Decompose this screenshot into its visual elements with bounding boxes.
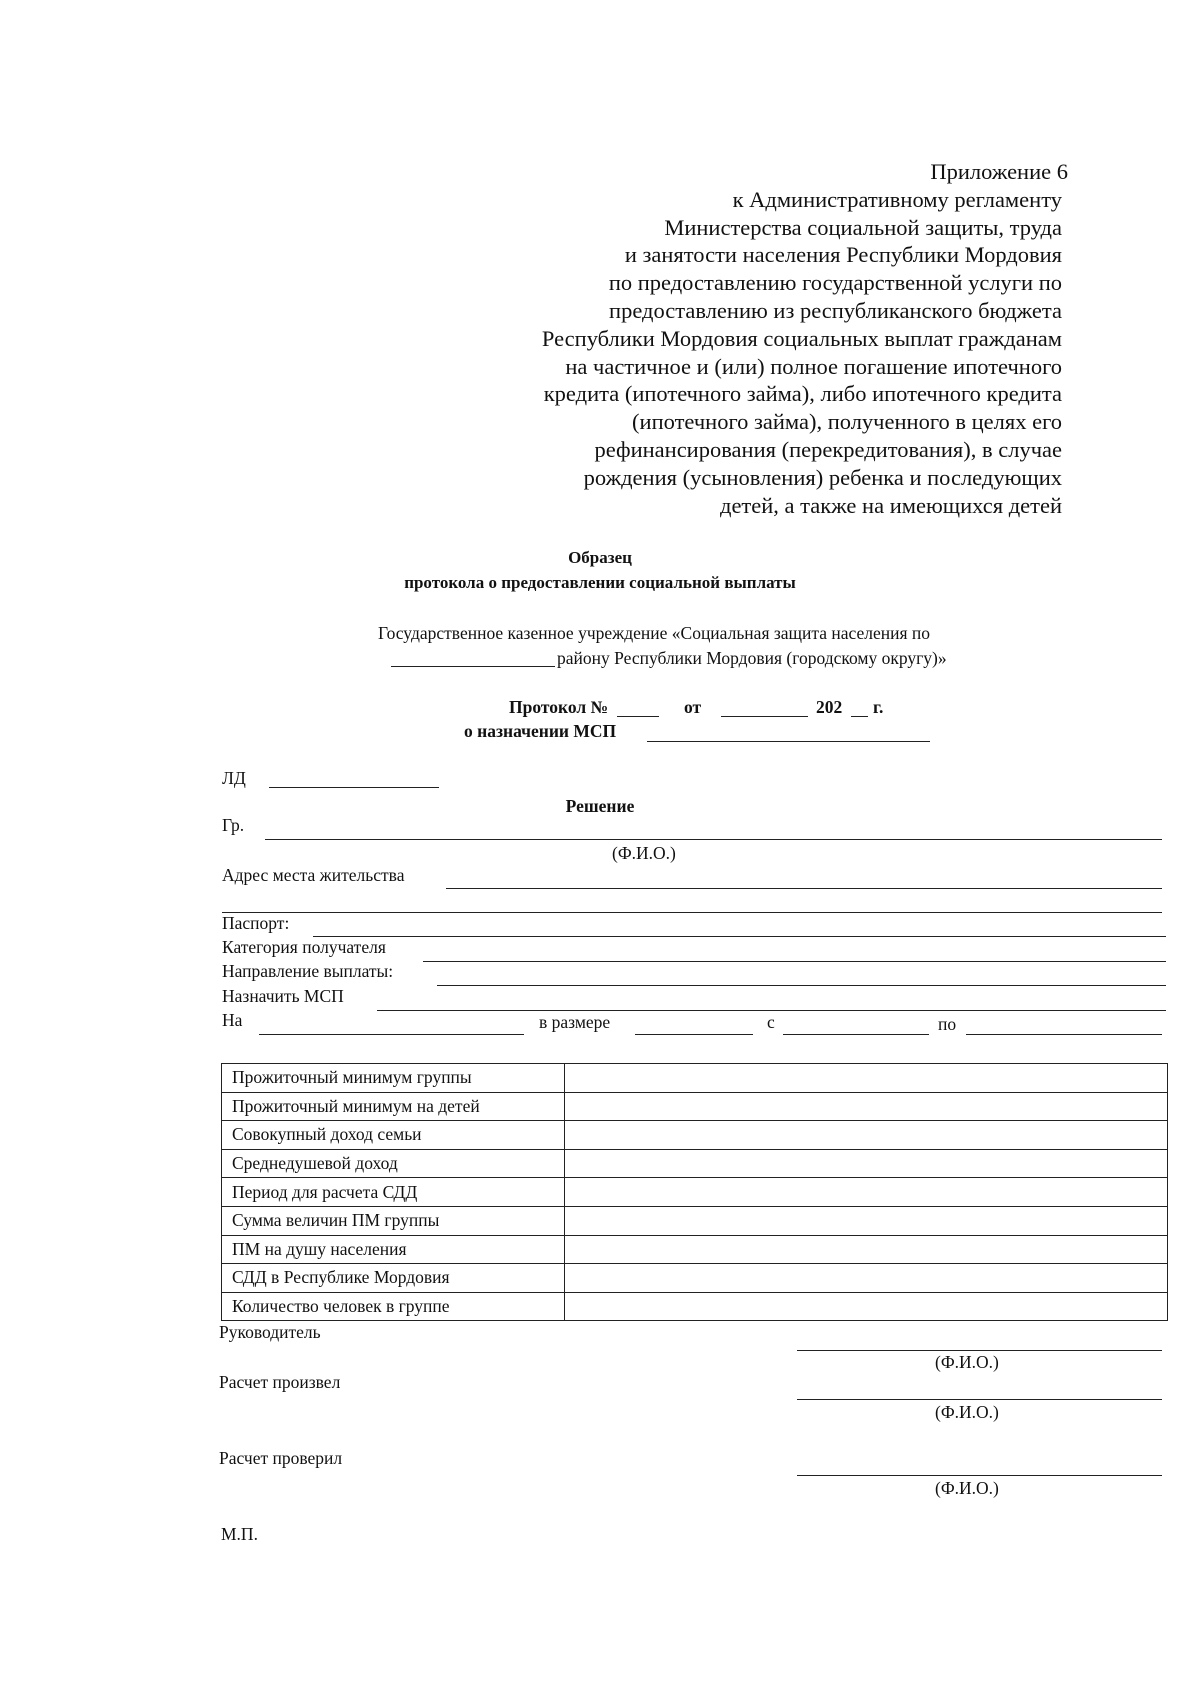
table-row-value[interactable]: [565, 1092, 1168, 1121]
amount-blank[interactable]: [635, 1034, 753, 1035]
table-row: [222, 1092, 1168, 1121]
passport-label: Паспорт:: [222, 913, 290, 933]
header-line: Приложение 6: [930, 159, 1068, 184]
organization-line1: Государственное казенное учреждение «Социальная защита населения по: [378, 623, 931, 643]
calculated-signature-line[interactable]: [797, 1399, 1162, 1400]
header-line: Министерства социальной защиты, труда: [664, 214, 1062, 240]
document-subtitle: протокола о предоставлении социальной выплаты: [404, 573, 796, 592]
table-row-label: Период для расчета СДД: [222, 1178, 565, 1207]
table-row-label: Совокупный доход семьи: [222, 1121, 565, 1150]
to-blank[interactable]: [966, 1034, 1162, 1035]
table-row-label: СДД в Республике Мордовия: [222, 1264, 565, 1293]
head-fio-caption: (Ф.И.О.): [935, 1352, 999, 1372]
protocol-year-suffix: г.: [873, 697, 884, 717]
assign-label: Назначить МСП: [222, 986, 344, 1006]
table-row-label: Прожиточный минимум на детей: [222, 1092, 565, 1121]
appendix-header: [442, 158, 1068, 519]
table-row-value[interactable]: [565, 1064, 1168, 1093]
table-row: [222, 1264, 1168, 1293]
table-row: [222, 1292, 1168, 1321]
passport-blank[interactable]: [313, 936, 1166, 937]
table-row-value[interactable]: [565, 1121, 1168, 1150]
address-label: Адрес места жительства: [222, 865, 405, 885]
direction-blank[interactable]: [437, 985, 1166, 986]
checked-label: Расчет проверил: [219, 1448, 343, 1468]
district-blank[interactable]: [391, 666, 555, 667]
on-label: На: [222, 1010, 243, 1030]
table-row-value[interactable]: [565, 1178, 1168, 1207]
header-line: предоставлению из республиканского бюджета: [609, 297, 1062, 323]
header-line: рождения (усыновления) ребенка и последующих: [583, 464, 1062, 490]
ld-blank[interactable]: [269, 787, 439, 788]
header-line: детей, а также на имеющихся детей: [720, 492, 1062, 518]
header-line: и занятости населения Республики Мордовия: [624, 242, 1062, 268]
protocol-year: 202: [816, 697, 843, 717]
category-label: Категория получателя: [222, 937, 386, 957]
header-line: по предоставлению государственной услуги по: [608, 270, 1062, 296]
table-row-value[interactable]: [565, 1292, 1168, 1321]
header-line: (ипотечного займа), полученного в целях его: [632, 409, 1062, 435]
organization-line2: району Республики Мордовия (городскому округу)»: [557, 648, 947, 668]
calculated-fio-caption: (Ф.И.О.): [935, 1402, 999, 1422]
head-signature-line[interactable]: [797, 1350, 1162, 1351]
protocol-date-blank[interactable]: [721, 716, 808, 717]
direction-label: Направление выплаты:: [222, 961, 394, 981]
protocol-from: от: [684, 697, 702, 717]
to-label: по: [938, 1014, 957, 1034]
table-row-value[interactable]: [565, 1149, 1168, 1178]
document-title: Образец: [568, 548, 632, 567]
table-row-label: Сумма величин ПМ группы: [222, 1206, 565, 1235]
table-row-value[interactable]: [565, 1264, 1168, 1293]
address-blank-2[interactable]: [222, 912, 1162, 913]
ld-label: ЛД: [222, 768, 246, 788]
protocol-subject: о назначении МСП: [464, 721, 617, 741]
table-row: [222, 1121, 1168, 1150]
stamp-place-label: М.П.: [221, 1524, 258, 1544]
decision-heading: Решение: [565, 796, 635, 816]
head-label: Руководитель: [219, 1322, 321, 1342]
table-row-label: Количество человек в группе: [222, 1292, 565, 1321]
citizen-fio-caption: (Ф.И.О.): [612, 843, 676, 863]
citizen-name-blank[interactable]: [265, 839, 1162, 840]
category-blank[interactable]: [423, 961, 1166, 962]
header-line: на частичное и (или) полное погашение ипотечного: [565, 353, 1062, 379]
checked-fio-caption: (Ф.И.О.): [935, 1478, 999, 1498]
calculation-table: [221, 1063, 1168, 1321]
from-label: с: [767, 1012, 775, 1032]
table-row-label: ПМ на душу населения: [222, 1235, 565, 1264]
amount-label: в размере: [539, 1012, 611, 1032]
table-row: [222, 1235, 1168, 1264]
header-line: к Административному регламенту: [732, 186, 1062, 212]
on-blank[interactable]: [259, 1034, 524, 1035]
header-line: Республики Мордовия социальных выплат гражданам: [541, 325, 1062, 351]
table-row: [222, 1178, 1168, 1207]
header-line: кредита (ипотечного займа), либо ипотечного кредита: [543, 381, 1062, 407]
assign-blank[interactable]: [377, 1010, 1166, 1011]
protocol-number-blank[interactable]: [617, 716, 659, 717]
calculated-label: Расчет произвел: [219, 1372, 341, 1392]
table-row: [222, 1149, 1168, 1178]
table-row-value[interactable]: [565, 1235, 1168, 1264]
from-blank[interactable]: [783, 1034, 929, 1035]
header-line: рефинансирования (перекредитования), в случае: [594, 436, 1062, 462]
checked-signature-line[interactable]: [797, 1475, 1162, 1476]
table-row-label: Среднедушевой доход: [222, 1149, 565, 1178]
address-blank[interactable]: [446, 888, 1162, 889]
table-row: [222, 1206, 1168, 1235]
protocol-label: Протокол №: [509, 697, 609, 717]
table-row: [222, 1064, 1168, 1093]
table-row-label: Прожиточный минимум группы: [222, 1064, 565, 1093]
protocol-year-blank[interactable]: [851, 716, 868, 717]
table-row-value[interactable]: [565, 1206, 1168, 1235]
citizen-label: Гр.: [222, 815, 245, 835]
protocol-subject-blank[interactable]: [647, 741, 930, 742]
